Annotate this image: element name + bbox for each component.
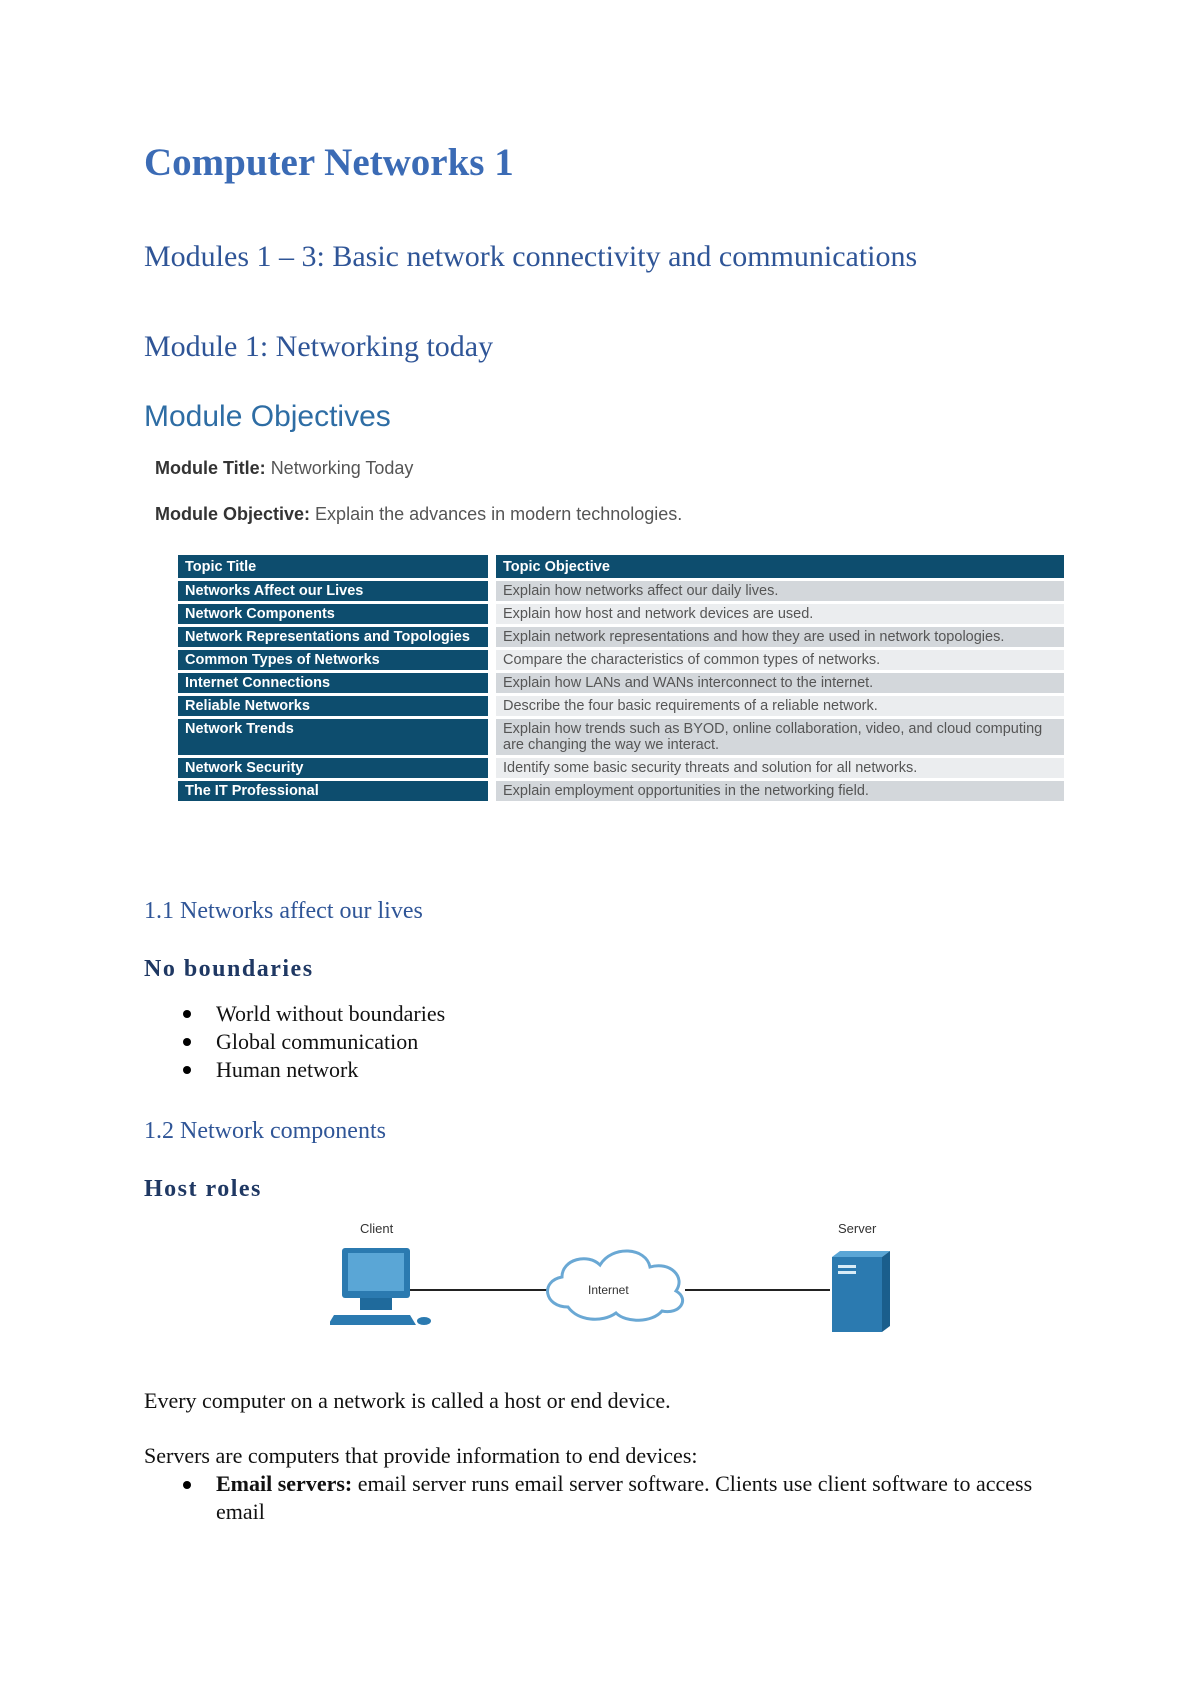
- no-boundaries-heading: No boundaries: [144, 956, 314, 982]
- modules-heading: Modules 1 – 3: Basic network connectivity and communications: [144, 240, 918, 273]
- topics-table: [178, 555, 1064, 804]
- topic-title-cell: Internet Connections: [178, 673, 496, 696]
- table-row: [178, 581, 1064, 604]
- table-row: [178, 650, 1064, 673]
- table-row: [178, 627, 1064, 650]
- internet-label: Internet: [588, 1283, 629, 1297]
- host-definition-paragraph: Every computer on a network is called a host or end device.: [144, 1388, 671, 1413]
- list-item-text: Global communication: [216, 1029, 419, 1054]
- bullet-icon: [183, 1066, 191, 1074]
- list-item-text: Human network: [216, 1057, 359, 1082]
- table-row: [178, 758, 1064, 781]
- server-label: Server: [838, 1221, 877, 1236]
- host-roles-heading: Host roles: [144, 1176, 262, 1202]
- topic-objective-cell: Explain employment opportunities in the networking field.: [496, 781, 1064, 804]
- host-roles-svg: [330, 1215, 900, 1340]
- table-row: [178, 781, 1064, 804]
- header-topic-title: Topic Title: [178, 555, 496, 581]
- table-row: [178, 673, 1064, 696]
- topic-title-cell: Common Types of Networks: [178, 650, 496, 673]
- servers-paragraph: Servers are computers that provide information to end devices:: [144, 1443, 698, 1468]
- topic-objective-cell: Explain how LANs and WANs interconnect to the internet.: [496, 673, 1064, 696]
- bullet-icon: [183, 1481, 191, 1489]
- topic-title-cell: The IT Professional: [178, 781, 496, 804]
- client-label: Client: [360, 1221, 394, 1236]
- document-title: Computer Networks 1: [144, 141, 514, 184]
- list-item: [178, 1028, 445, 1056]
- bullet-icon: [183, 1010, 191, 1018]
- topic-title-cell: Network Representations and Topologies: [178, 627, 496, 650]
- module-title-line: [155, 458, 413, 479]
- topic-title-cell: Reliable Networks: [178, 696, 496, 719]
- table-row: [178, 696, 1064, 719]
- list-item: [178, 1470, 1078, 1526]
- host-roles-diagram: [330, 1215, 900, 1340]
- list-item: [178, 1056, 445, 1084]
- list-item: [178, 1000, 445, 1028]
- topic-objective-cell: Explain how trends such as BYOD, online collaboration, video, and cloud computing are changing the way we interact.: [496, 719, 1064, 758]
- module-title-label: Module Title:: [155, 458, 266, 478]
- topic-objective-cell: Explain how host and network devices are used.: [496, 604, 1064, 627]
- module-title-value: Networking Today: [270, 458, 414, 478]
- topic-objective-cell: Compare the characteristics of common types of networks.: [496, 650, 1064, 673]
- topic-objective-cell: Describe the four basic requirements of a reliable network.: [496, 696, 1064, 719]
- topic-title-cell: Network Trends: [178, 719, 496, 758]
- module-objectives-heading: Module Objectives: [144, 400, 391, 433]
- module1-heading: Module 1: Networking today: [144, 330, 494, 363]
- bullet-icon: [183, 1038, 191, 1046]
- email-servers-text: [216, 1470, 1078, 1526]
- topic-title-cell: Network Components: [178, 604, 496, 627]
- email-servers-label: Email servers:: [216, 1471, 353, 1496]
- topic-title-cell: Network Security: [178, 758, 496, 781]
- module-objective-label: Module Objective:: [155, 504, 311, 524]
- client-computer-icon: [330, 1248, 431, 1325]
- topic-objective-cell: Identify some basic security threats and solution for all networks.: [496, 758, 1064, 781]
- boundaries-list: [178, 1000, 445, 1084]
- table-row: [178, 604, 1064, 627]
- email-servers-description: email server runs email server software. Clients use client software to access email: [216, 1471, 1033, 1524]
- header-topic-objective: Topic Objective: [496, 555, 1064, 581]
- server-icon: [832, 1251, 890, 1332]
- module-objective-line: [155, 504, 682, 525]
- section-1-1-heading: 1.1 Networks affect our lives: [144, 898, 423, 924]
- topic-objective-cell: Explain network representations and how they are used in network topologies.: [496, 627, 1064, 650]
- module-objective-value: Explain the advances in modern technologies.: [315, 504, 683, 524]
- topic-objective-cell: Explain how networks affect our daily lives.: [496, 581, 1064, 604]
- list-item-text: World without boundaries: [216, 1001, 446, 1026]
- table-row: [178, 719, 1064, 758]
- section-1-2-heading: 1.2 Network components: [144, 1118, 386, 1144]
- topics-table-header-row: [178, 555, 1064, 581]
- topic-title-cell: Networks Affect our Lives: [178, 581, 496, 604]
